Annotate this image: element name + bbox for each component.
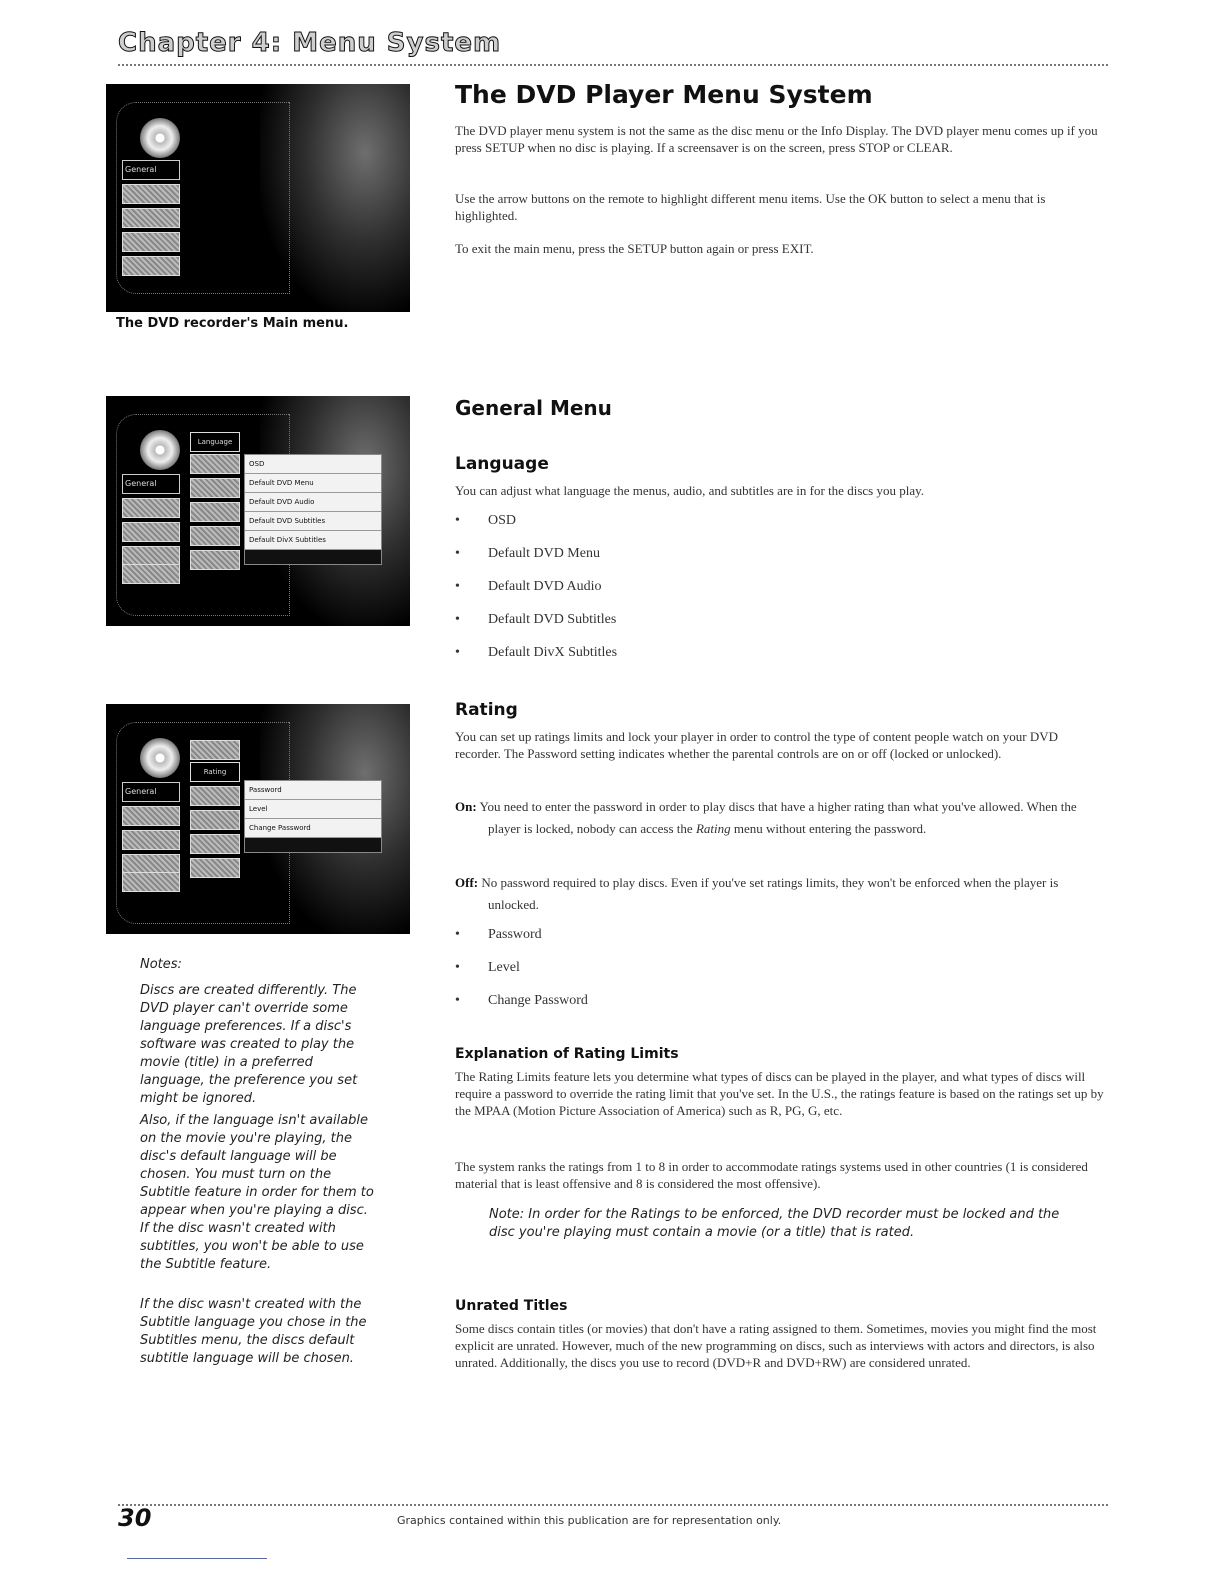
notes-heading: Notes: [140, 957, 182, 972]
screen-menu-item [122, 522, 180, 542]
language-settings-panel: OSD Default DVD Menu Default DVD Audio Default DVD Subtitles Default DivX Subtitles [244, 454, 382, 565]
chapter-header [118, 28, 1108, 66]
main-menu-screenshot [106, 84, 410, 312]
disc-icon [140, 738, 180, 778]
language-item-dvd-subtitles: • Default DVD Subtitles [455, 612, 617, 627]
intro-paragraph-3: To exit the main menu, press the SETUP button again or press EXIT. [455, 241, 814, 256]
rating-off: Off: No password required to play discs. Even if you've set ratings limits, they won't be enforced when the player is unlocked. [455, 875, 1059, 912]
note-1: Discs are created differently. The DVD player can't override some language preferences. If a disc's software was created to play the movie (title) in a preferred language, the preference you set might be ignored. [140, 983, 358, 1106]
rating-menu-screenshot [106, 704, 410, 934]
disc-icon [140, 118, 180, 158]
screen-menu-general: General [122, 160, 180, 180]
rating-settings-panel: Password Level Change Password [244, 780, 382, 853]
footer-rule [118, 1504, 1108, 1506]
language-item-divx-subtitles: • Default DivX Subtitles [455, 645, 618, 660]
screen-menu-item [122, 564, 180, 584]
note-3: If the disc wasn't created with the Subtitle language you chose in the Subtitles menu, the discs default subtitle language will be chosen. [140, 1297, 367, 1366]
rating-item-level: • Level [455, 960, 520, 975]
screen-menu-item [122, 872, 180, 892]
language-item-dvd-menu: • Default DVD Menu [455, 546, 600, 561]
screen-menu-item [122, 498, 180, 518]
screen-menu-item [122, 256, 180, 276]
rating-limits-note: Note: In order for the Ratings to be enforced, the DVD recorder must be locked and the disc you're playing must contain a movie (or a title) that is rated. [489, 1207, 1060, 1240]
unrated-titles-heading: Unrated Titles [455, 1298, 568, 1314]
link-underline [127, 1558, 267, 1559]
footer-disclaimer: Graphics contained within this publication are for representation only. [397, 1514, 782, 1527]
rating-limits-paragraph-1: The Rating Limits feature lets you determine what types of discs can be played in the player, and what types of discs will require a password to override the rating limit that you've set. In the U.S., the ratings feature is based on the ratings set up by the MPAA (Motion Picture Association of America) such as R, PG, G, etc. [455, 1069, 1104, 1118]
screen-menu-item [122, 806, 180, 826]
disc-icon [140, 430, 180, 470]
screen-menu-item [122, 184, 180, 204]
general-menu-heading: General Menu [455, 396, 612, 420]
intro-paragraph-2: Use the arrow buttons on the remote to highlight different menu items. Use the OK button to select a menu that is highlighted. [455, 191, 1046, 223]
screen-menu-item [122, 854, 180, 874]
screen-menu-item [122, 232, 180, 252]
rating-on: On: You need to enter the password in order to play discs that have a higher rating than what you've allowed. When the player is locked, nobody can access the Rating menu without entering the password. [455, 799, 1077, 836]
rating-limits-paragraph-2: The system ranks the ratings from 1 to 8 in order to accommodate ratings systems used in other countries (1 is considered material that is least offensive and 8 is considered the most offensive). [455, 1159, 1088, 1191]
language-heading: Language [455, 454, 549, 474]
screen-menu-item [122, 546, 180, 566]
screen-menu-item [122, 208, 180, 228]
language-menu-screenshot [106, 396, 410, 626]
language-item-dvd-audio: • Default DVD Audio [455, 579, 602, 594]
page-title: The DVD Player Menu System [455, 80, 873, 109]
page-number: 30 [118, 1504, 152, 1532]
language-text: You can adjust what language the menus, audio, and subtitles are in for the discs you play. [455, 483, 924, 498]
screen-menu-general: General [122, 474, 180, 494]
screen-tab-rating: Rating [190, 762, 240, 782]
main-menu-caption: The DVD recorder's Main menu. [116, 316, 349, 331]
note-2: Also, if the language isn't available on the movie you're playing, the disc's default language will be chosen. You must turn on the Subtitle feature in order for them to appear when you're playing a disc. If the disc wasn't created with subtitles, you won't be able to use the Subtitle feature. [140, 1113, 374, 1272]
rating-limits-heading: Explanation of Rating Limits [455, 1046, 679, 1062]
rating-item-password: • Password [455, 927, 542, 942]
language-item-osd: • OSD [455, 513, 517, 528]
unrated-titles-text: Some discs contain titles (or movies) that don't have a rating assigned to them. Sometimes, movies you might find the most explicit are unrated. However, much of the new programming on discs, such as interviews with actors and directors, is also unrated. Additionally, the discs you use to record (DVD+R and DVD+RW) are considered unrated. [455, 1321, 1097, 1370]
chapter-title: Chapter 4: Menu System [118, 28, 502, 58]
rating-text: You can set up ratings limits and lock your player in order to control the type of content people watch on your DVD recorder. The Password setting indicates whether the parental controls are on or off (locked or unlocked). [455, 729, 1059, 761]
screen-tab-language: Language [190, 432, 240, 452]
rating-item-change-password: • Change Password [455, 993, 588, 1008]
screen-menu-general: General [122, 782, 180, 802]
rating-heading: Rating [455, 700, 518, 720]
screen-menu-item [122, 830, 180, 850]
intro-paragraph-1: The DVD player menu system is not the same as the disc menu or the Info Display. The DVD player menu comes up if you press SETUP when no disc is playing. If a screensaver is on the screen, press STOP or CLEAR. [455, 123, 1098, 155]
